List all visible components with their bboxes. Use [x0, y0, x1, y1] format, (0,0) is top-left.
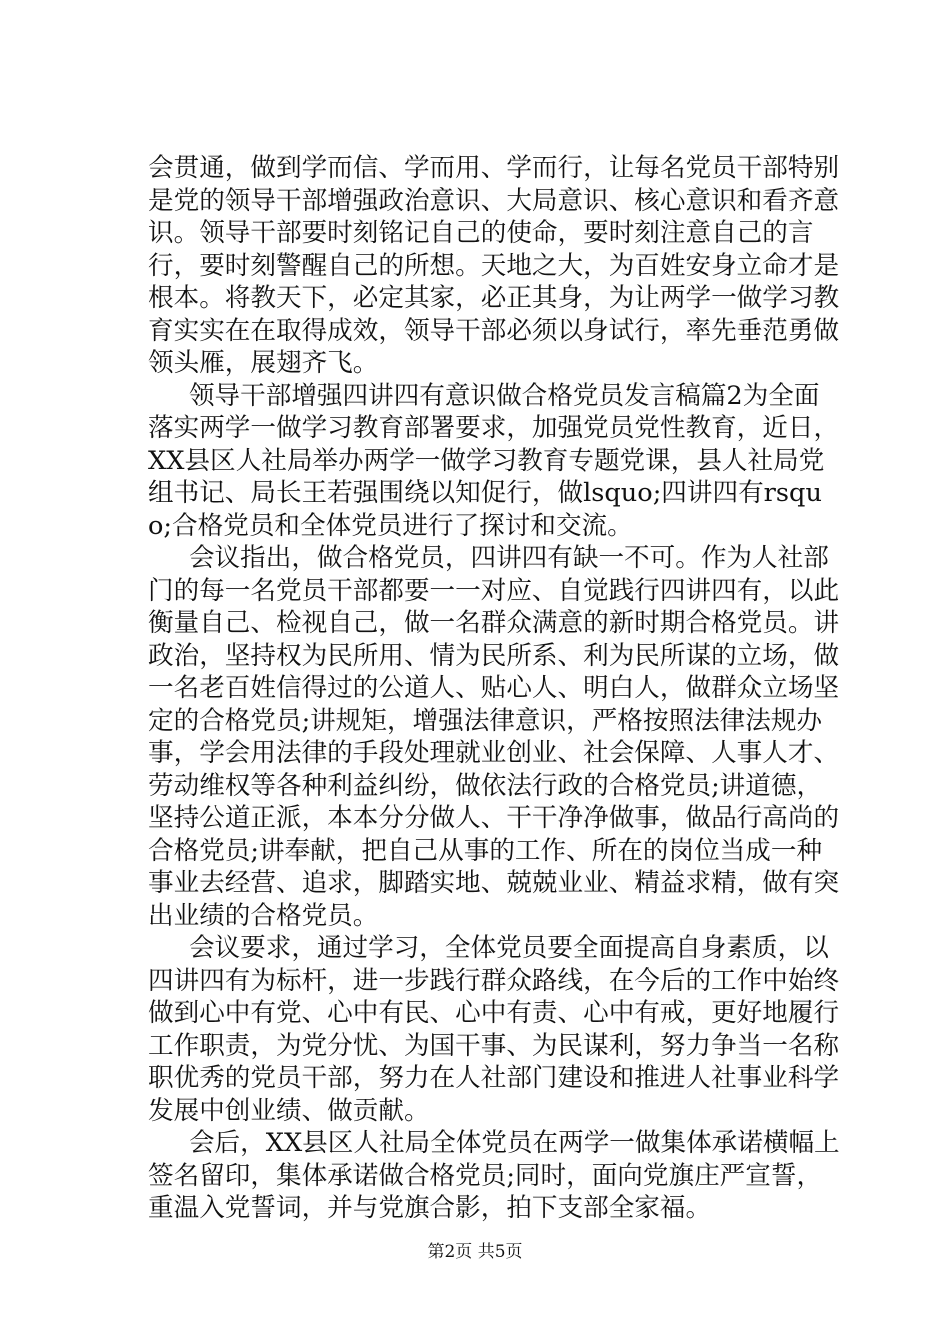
paragraph-meeting-requirements: 会议要求，通过学习，全体党员要全面提高自身素质，以四讲四有为标杆，进一步践行群众路线，在今后的工作中始终做到心中有党、心中有民、心中有责、心中有戒，更好地履行工作职责，为党分忧、为国干事、为民谋利，努力争当一名称职优秀的党员干部，努力在人社部门建设和推进人社事业科学发展中创业绩、做贡献。	[148, 933, 840, 1126]
paragraph-continued: 会贯通，做到学而信、学而用、学而行，让每名党员干部特别是党的领导干部增强政治意识、大局意识、核心意识和看齐意识。领导干部要时刻铭记自己的使命，要时刻注意自己的言行，要时刻警醒自己的所想。天地之大，为百姓安身立命才是根本。将教天下，必定其家，必正其身，为让两学一做学习教育实实在在取得成效，领导干部必须以身试行，率先垂范勇做领头雁，展翅齐飞。	[148, 153, 840, 378]
document-body	[148, 152, 843, 1225]
paragraph-after-meeting: 会后，XX县区人社局全体党员在两学一做集体承诺横幅上签名留印，集体承诺做合格党员;同时，面向党旗庄严宣誓，重温入党誓词，并与党旗合影，拍下支部全家福。	[148, 1128, 840, 1223]
page-number-footer: 第2页 共5页	[427, 1242, 523, 1262]
paragraph-meeting-points: 会议指出，做合格党员，四讲四有缺一不可。作为人社部门的每一名党员干部都要一一对应、自觉践行四讲四有，以此衡量自己、检视自己，做一名群众满意的新时期合格党员。讲政治，坚持权为民所用、情为民所系、利为民所谋的立场，做一名老百姓信得过的公道人、贴心人、明白人，做群众立场坚定的合格党员;讲规矩，增强法律意识，严格按照法律法规办事，学会用法律的手段处理就业创业、社会保障、人事人才、劳动维权等各种利益纠纷，做依法行政的合格党员;讲道德，坚持公道正派，本本分分做人、干干净净做事，做品行高尚的合格党员;讲奉献，把自己从事的工作、所在的岗位当成一种事业去经营、追求，脚踏实地、兢兢业业、精益求精，做有突出业绩的合格党员。	[148, 543, 840, 931]
paragraph-speech-intro: 领导干部增强四讲四有意识做合格党员发言稿篇2为全面落实两学一做学习教育部署要求，加强党员党性教育，近日，XX县区人社局举办两学一做学习教育专题党课，县人社局党组书记、局长王若强围绕以知促行，做lsquo;四讲四有rsquo;合格党员和全体党员进行了探讨和交流。	[148, 380, 840, 541]
